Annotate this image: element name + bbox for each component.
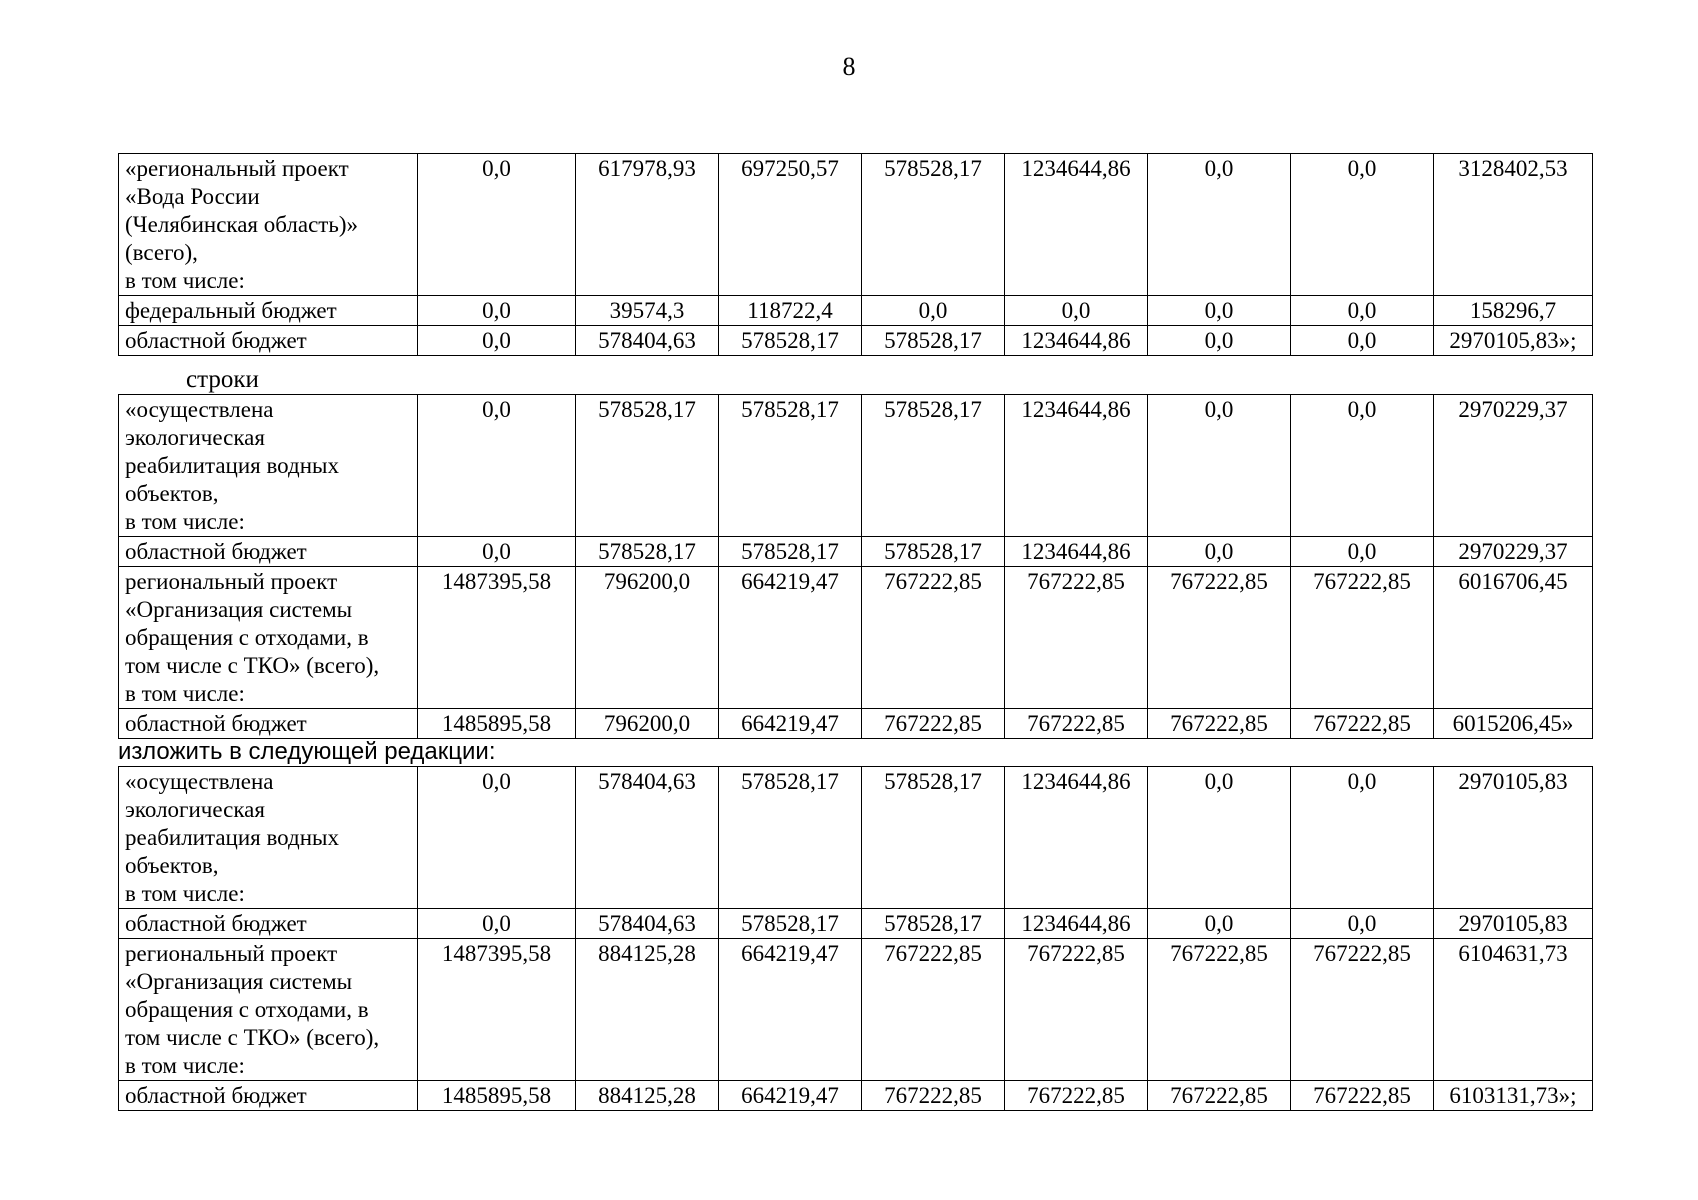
value-cell: 1234644,86 bbox=[1005, 326, 1148, 356]
value-cell: 884125,28 bbox=[576, 939, 719, 1081]
value-cell: 1234644,86 bbox=[1005, 395, 1148, 537]
value-cell: 664219,47 bbox=[719, 1081, 862, 1111]
row-label-line: «Вода России bbox=[125, 184, 260, 209]
table-row bbox=[119, 395, 1593, 537]
row-label bbox=[119, 767, 418, 909]
row-label-line: реабилитация водных bbox=[125, 825, 339, 850]
row-label-line: в том числе: bbox=[125, 881, 245, 906]
value-cell: 578528,17 bbox=[719, 326, 862, 356]
value-cell: 6015206,45» bbox=[1434, 709, 1593, 739]
value-cell: 767222,85 bbox=[1291, 567, 1434, 709]
value-cell: 767222,85 bbox=[1291, 1081, 1434, 1111]
table-row bbox=[119, 296, 1593, 326]
value-cell: 2970105,83 bbox=[1434, 909, 1593, 939]
value-cell: 0,0 bbox=[418, 537, 576, 567]
value-cell: 0,0 bbox=[418, 296, 576, 326]
row-label bbox=[119, 567, 418, 709]
budget-table-new-rows bbox=[118, 766, 1593, 1111]
value-cell: 0,0 bbox=[418, 326, 576, 356]
row-label-line: обращения с отходами, в bbox=[125, 625, 369, 650]
row-label-line: региональный проект bbox=[125, 569, 338, 594]
value-cell: 767222,85 bbox=[1291, 939, 1434, 1081]
table-row bbox=[119, 537, 1593, 567]
value-cell: 767222,85 bbox=[1005, 567, 1148, 709]
table-row bbox=[119, 1081, 1593, 1111]
value-cell: 0,0 bbox=[418, 909, 576, 939]
value-cell: 0,0 bbox=[1291, 767, 1434, 909]
value-cell: 0,0 bbox=[1148, 909, 1291, 939]
row-label bbox=[119, 395, 418, 537]
budget-table-old-rows bbox=[118, 394, 1593, 739]
row-label-line: обращения с отходами, в bbox=[125, 997, 369, 1022]
row-label-line: областной бюджет bbox=[125, 1083, 307, 1108]
budget-table-regional-water bbox=[118, 153, 1593, 356]
value-cell: 578404,63 bbox=[576, 767, 719, 909]
table-row bbox=[119, 567, 1593, 709]
value-cell: 1234644,86 bbox=[1005, 154, 1148, 296]
table-row bbox=[119, 154, 1593, 296]
value-cell: 767222,85 bbox=[862, 709, 1005, 739]
value-cell: 0,0 bbox=[862, 296, 1005, 326]
table-row bbox=[119, 326, 1593, 356]
value-cell: 767222,85 bbox=[1005, 709, 1148, 739]
value-cell: 2970229,37 bbox=[1434, 395, 1593, 537]
row-label-line: (Челябинская область)» bbox=[125, 212, 358, 237]
value-cell: 118722,4 bbox=[719, 296, 862, 326]
row-label bbox=[119, 326, 418, 356]
row-label-line: в том числе: bbox=[125, 268, 245, 293]
value-cell: 2970105,83»; bbox=[1434, 326, 1593, 356]
row-label-line: экологическая bbox=[125, 797, 265, 822]
value-cell: 0,0 bbox=[418, 767, 576, 909]
value-cell: 578528,17 bbox=[862, 537, 1005, 567]
row-label-line: областной бюджет bbox=[125, 911, 307, 936]
value-cell: 884125,28 bbox=[576, 1081, 719, 1111]
value-cell: 1234644,86 bbox=[1005, 537, 1148, 567]
value-cell: 2970105,83 bbox=[1434, 767, 1593, 909]
row-label bbox=[119, 1081, 418, 1111]
value-cell: 767222,85 bbox=[1005, 939, 1148, 1081]
row-label-line: федеральный бюджет bbox=[125, 298, 337, 323]
caption-new-edition: изложить в следующей редакции: bbox=[118, 738, 496, 765]
value-cell: 796200,0 bbox=[576, 709, 719, 739]
value-cell: 0,0 bbox=[1291, 395, 1434, 537]
value-cell: 0,0 bbox=[1148, 154, 1291, 296]
value-cell: 664219,47 bbox=[719, 709, 862, 739]
row-label-line: том числе с ТКО» (всего), bbox=[125, 653, 380, 678]
value-cell: 0,0 bbox=[1291, 326, 1434, 356]
value-cell: 767222,85 bbox=[862, 1081, 1005, 1111]
value-cell: 6103131,73»; bbox=[1434, 1081, 1593, 1111]
value-cell: 796200,0 bbox=[576, 567, 719, 709]
value-cell: 578528,17 bbox=[576, 537, 719, 567]
row-label-line: экологическая bbox=[125, 425, 265, 450]
table-row bbox=[119, 767, 1593, 909]
value-cell: 0,0 bbox=[418, 154, 576, 296]
value-cell: 2970229,37 bbox=[1434, 537, 1593, 567]
value-cell: 39574,3 bbox=[576, 296, 719, 326]
value-cell: 578528,17 bbox=[862, 395, 1005, 537]
value-cell: 0,0 bbox=[1005, 296, 1148, 326]
row-label-line: (всего), bbox=[125, 240, 198, 265]
value-cell: 664219,47 bbox=[719, 567, 862, 709]
value-cell: 0,0 bbox=[1148, 395, 1291, 537]
value-cell: 1234644,86 bbox=[1005, 909, 1148, 939]
value-cell: 767222,85 bbox=[1148, 709, 1291, 739]
value-cell: 0,0 bbox=[1148, 326, 1291, 356]
value-cell: 767222,85 bbox=[1148, 1081, 1291, 1111]
row-label-line: объектов, bbox=[125, 853, 219, 878]
value-cell: 767222,85 bbox=[1005, 1081, 1148, 1111]
value-cell: 578528,17 bbox=[576, 395, 719, 537]
value-cell: 6016706,45 bbox=[1434, 567, 1593, 709]
row-label bbox=[119, 537, 418, 567]
value-cell: 0,0 bbox=[1148, 537, 1291, 567]
value-cell: 578528,17 bbox=[862, 326, 1005, 356]
caption-rows: строки bbox=[186, 366, 259, 393]
value-cell: 0,0 bbox=[1291, 537, 1434, 567]
value-cell: 0,0 bbox=[418, 395, 576, 537]
value-cell: 578404,63 bbox=[576, 909, 719, 939]
value-cell: 1485895,58 bbox=[418, 709, 576, 739]
value-cell: 767222,85 bbox=[862, 939, 1005, 1081]
value-cell: 578404,63 bbox=[576, 326, 719, 356]
value-cell: 1487395,58 bbox=[418, 567, 576, 709]
row-label-line: объектов, bbox=[125, 481, 219, 506]
value-cell: 578528,17 bbox=[719, 537, 862, 567]
row-label-line: в том числе: bbox=[125, 681, 245, 706]
row-label bbox=[119, 709, 418, 739]
table-row bbox=[119, 909, 1593, 939]
row-label bbox=[119, 296, 418, 326]
value-cell: 0,0 bbox=[1291, 296, 1434, 326]
row-label-line: реабилитация водных bbox=[125, 453, 339, 478]
value-cell: 6104631,73 bbox=[1434, 939, 1593, 1081]
row-label-line: областной бюджет bbox=[125, 539, 307, 564]
value-cell: 578528,17 bbox=[862, 909, 1005, 939]
value-cell: 1485895,58 bbox=[418, 1081, 576, 1111]
row-label bbox=[119, 939, 418, 1081]
value-cell: 0,0 bbox=[1148, 767, 1291, 909]
row-label-line: том числе с ТКО» (всего), bbox=[125, 1025, 380, 1050]
value-cell: 158296,7 bbox=[1434, 296, 1593, 326]
value-cell: 1487395,58 bbox=[418, 939, 576, 1081]
row-label-line: областной бюджет bbox=[125, 328, 307, 353]
table-row bbox=[119, 939, 1593, 1081]
value-cell: 767222,85 bbox=[1148, 567, 1291, 709]
row-label-line: «осуществлена bbox=[125, 769, 274, 794]
value-cell: 578528,17 bbox=[719, 909, 862, 939]
row-label-line: региональный проект bbox=[125, 941, 338, 966]
value-cell: 0,0 bbox=[1291, 909, 1434, 939]
value-cell: 578528,17 bbox=[719, 395, 862, 537]
value-cell: 617978,93 bbox=[576, 154, 719, 296]
row-label-line: «осуществлена bbox=[125, 397, 274, 422]
value-cell: 1234644,86 bbox=[1005, 767, 1148, 909]
value-cell: 578528,17 bbox=[862, 154, 1005, 296]
row-label-line: областной бюджет bbox=[125, 711, 307, 736]
value-cell: 578528,17 bbox=[719, 767, 862, 909]
row-label-line: «региональный проект bbox=[125, 156, 349, 181]
row-label-line: в том числе: bbox=[125, 1053, 245, 1078]
table-row bbox=[119, 709, 1593, 739]
value-cell: 578528,17 bbox=[862, 767, 1005, 909]
value-cell: 0,0 bbox=[1291, 154, 1434, 296]
value-cell: 0,0 bbox=[1148, 296, 1291, 326]
value-cell: 697250,57 bbox=[719, 154, 862, 296]
value-cell: 767222,85 bbox=[1291, 709, 1434, 739]
row-label-line: «Организация системы bbox=[125, 969, 353, 994]
value-cell: 3128402,53 bbox=[1434, 154, 1593, 296]
row-label-line: «Организация системы bbox=[125, 597, 353, 622]
row-label bbox=[119, 154, 418, 296]
value-cell: 767222,85 bbox=[862, 567, 1005, 709]
value-cell: 767222,85 bbox=[1148, 939, 1291, 1081]
row-label-line: в том числе: bbox=[125, 509, 245, 534]
page-number: 8 bbox=[842, 52, 856, 81]
row-label bbox=[119, 909, 418, 939]
value-cell: 664219,47 bbox=[719, 939, 862, 1081]
